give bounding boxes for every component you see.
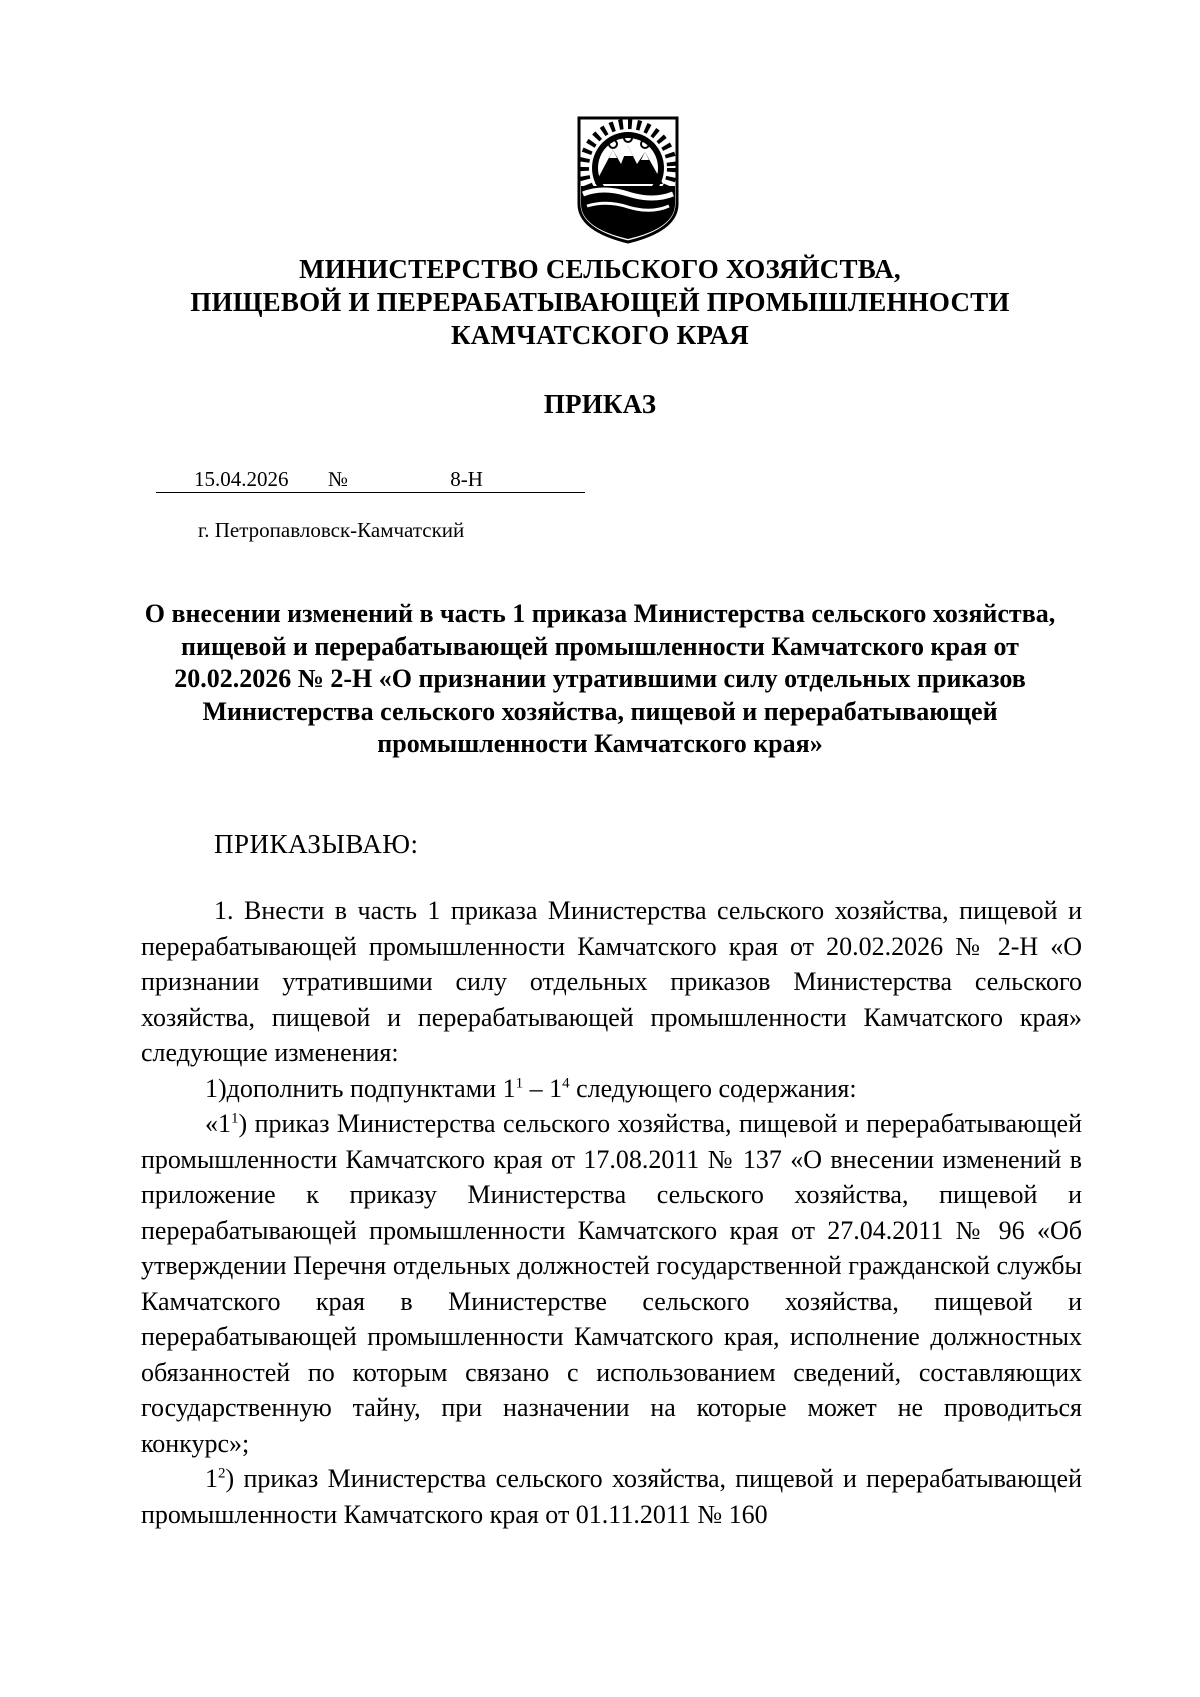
paragraph-4 xyxy=(141,1461,1082,1532)
paragraph-4-text-b: ) приказ Министерства сельского хозяйства, пищевой и перерабатывающей промышленности Камчатского края от 01.11.2011 № 160 xyxy=(141,1464,1082,1529)
number-sign: № xyxy=(328,467,349,491)
ministry-name-line-2: ПИЩЕВОЙ И ПЕРЕРАБАТЫВАЮЩЕЙ ПРОМЫШЛЕННОСТИ xyxy=(190,287,1010,317)
paragraph-3 xyxy=(141,1106,1082,1461)
date-number-line xyxy=(156,466,585,493)
kamchatka-coat-of-arms-icon xyxy=(573,112,683,247)
document-body xyxy=(141,893,1082,1532)
paragraph-3-text-a: «1 xyxy=(205,1109,231,1138)
ministry-name xyxy=(0,253,1200,352)
paragraph-4-superscript: 2 xyxy=(218,1465,226,1482)
ministry-name-line-1: МИНИСТЕРСТВО СЕЛЬСКОГО ХОЗЯЙСТВА, xyxy=(299,254,901,284)
document-date: 15.04.2026 xyxy=(156,466,328,493)
paragraph-2-text-b: – 1 xyxy=(523,1073,563,1103)
document-type: ПРИКАЗ xyxy=(543,389,657,419)
document-city: г. Петропавловск-Камчатский xyxy=(198,518,465,542)
paragraph-3-text-b: ) приказ Министерства сельского хозяйства, пищевой и перерабатывающей промышленности Камчатского края от 17.08.2011 № 137 «О внесении изменений в приложение к приказу Министерства сельского хозяйства, пищевой и перерабатывающей промышленности Камчатского края от 27.04.2011 № 96 «Об утверждении Перечня отдельных должностей государственной гражданской службы Камчатского края в Министерстве сельского хозяйства, пищевой и перерабатывающей промышленности Камчатского края, исполнение должностных обязанностей по которым связано с использованием сведений, составляющих государственную тайну, при назначении на которые может не проводиться конкурс»; xyxy=(141,1109,1082,1458)
paragraph-1: 1. Внести в часть 1 приказа Министерства сельского хозяйства, пищевой и перерабатывающей промышленности Камчатского края от 20.02.2026 № 2-Н «О признании утратившими силу отдельных приказов Министерства сельского хозяйства, пищевой и перерабатывающей промышленности Камчатского края» следующие изменения: xyxy=(141,896,1082,1067)
paragraph-2 xyxy=(141,1071,1082,1107)
document-number: 8-Н xyxy=(348,466,585,493)
ministry-name-line-3: КАМЧАТСКОГО КРАЯ xyxy=(451,320,749,350)
order-word: ПРИКАЗЫВАЮ: xyxy=(214,829,419,859)
paragraph-2-text-a: 1)дополнить подпунктами 1 xyxy=(205,1073,516,1103)
paragraph-2-superscript-1: 1 xyxy=(515,1074,524,1091)
paragraph-2-superscript-2: 4 xyxy=(562,1074,570,1091)
paragraph-3-superscript: 1 xyxy=(231,1110,239,1127)
paragraph-4-text-a: 1 xyxy=(205,1464,218,1493)
paragraph-2-text-c: следующего содержания: xyxy=(569,1073,857,1103)
document-subject: О внесении изменений в часть 1 приказа Министерства сельского хозяйства, пищевой и перерабатывающей промышленности Камчатского края от 20.02.2026 № 2-Н «О признании утратившими силу отдельных приказов Министерства сельского хозяйства, пищевой и перерабатывающей промышленности Камчатского края» xyxy=(144,599,1056,758)
